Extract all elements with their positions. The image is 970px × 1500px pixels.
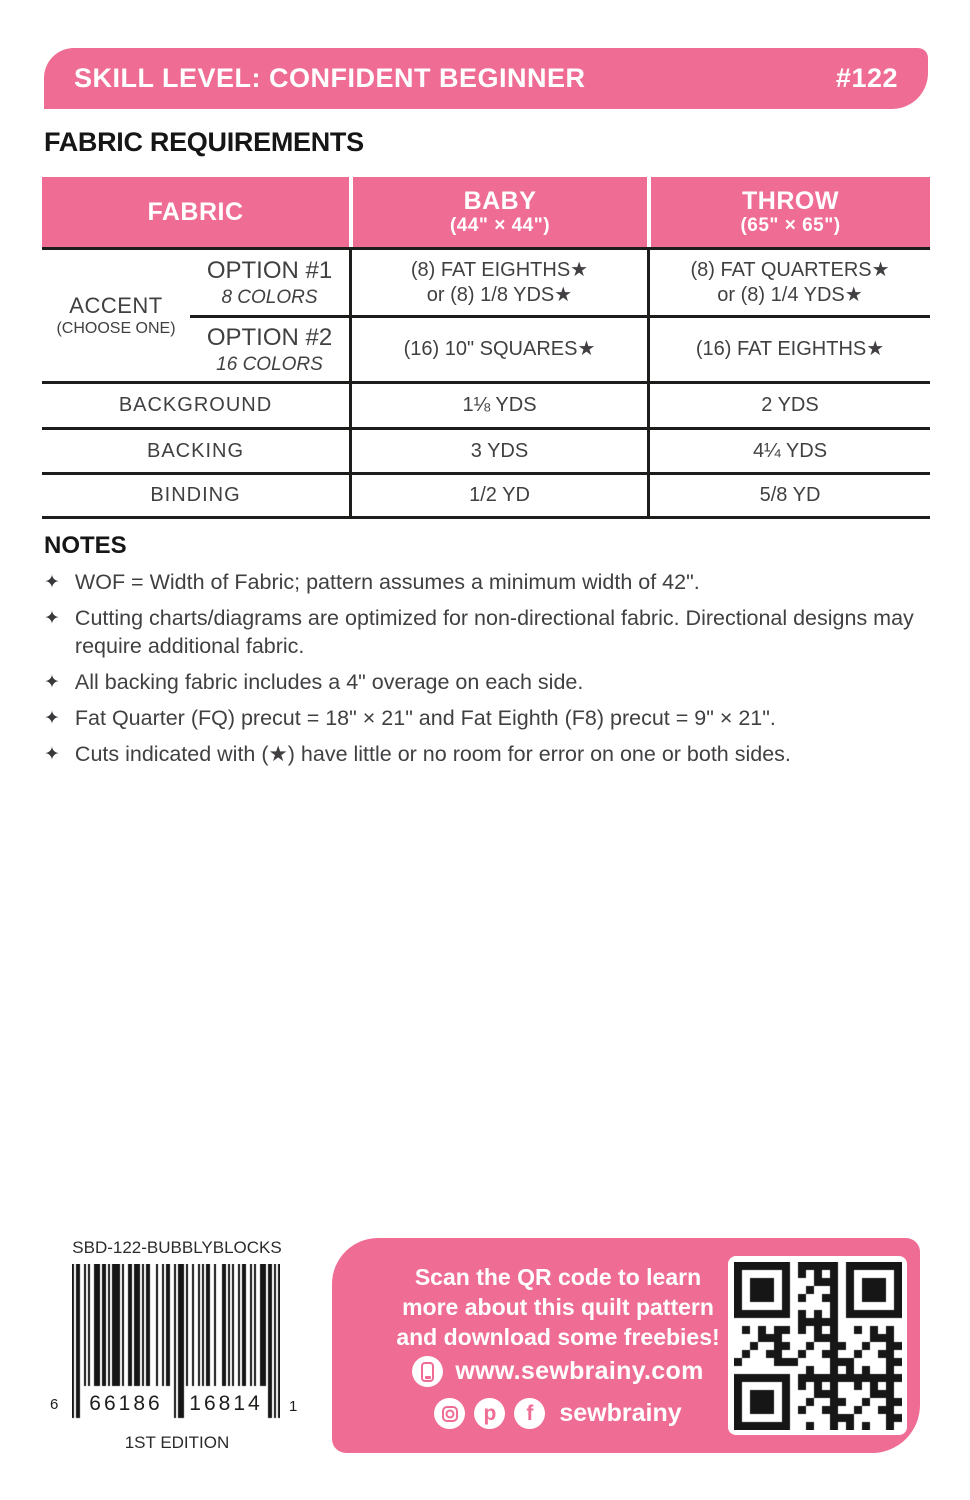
binding-baby-cell: 1/2 YD [349,475,647,519]
facebook-icon[interactable]: f [514,1398,545,1429]
skill-level-label: SKILL LEVEL: CONFIDENT BEGINNER [74,63,586,93]
backing-baby-cell: 3 YDS [349,430,647,475]
website-url[interactable]: www.sewbrainy.com [455,1357,704,1385]
social-handle: sewbrainy [559,1399,682,1427]
qr-code-image [734,1262,902,1430]
promo-box [332,1238,920,1453]
star-bullet-icon: ✦ [44,707,60,729]
option1-label-cell: OPTION #1 8 COLORS [190,250,349,318]
barcode-right-digit: 1 [289,1398,298,1415]
baby-size: (44" × 44") [449,215,551,237]
binding-throw-cell: 5/8 YD [647,475,930,519]
note-item: ✦ Fat Quarter (FQ) precut = 18" × 21" and Fat Eighth (F8) precut = 9" × 21". [44,705,936,733]
sku-label: SBD-122-BUBBLYBLOCKS [72,1238,282,1257]
instagram-icon[interactable] [434,1398,465,1429]
barcode-digits-group1: 66186 [89,1392,163,1415]
column-header-throw: THROW (65" × 65") [647,177,930,247]
qr-code [728,1256,907,1435]
backing-throw-cell: 4¼ YDS [647,430,930,475]
star-bullet-icon: ✦ [44,743,60,765]
star-bullet-icon: ✦ [44,572,60,593]
background-throw-cell: 2 YDS [647,384,930,430]
skill-level-bar [44,48,928,109]
social-row [356,1398,760,1429]
pattern-number: #122 [835,63,898,93]
fabric-requirements-table [42,177,930,519]
upc-barcode [72,1264,280,1422]
note-item: ✦ Cuts indicated with (★) have little or no room for error on one or both sides. [44,741,936,769]
website-row [356,1356,760,1387]
barcode-left-digit: 6 [50,1396,59,1413]
option1-throw-cell: (8) FAT QUARTERS★ or (8) 1/4 YDS★ [647,250,930,318]
throw-size: (65" × 65") [740,215,841,237]
option2-baby-cell: (16) 10" SQUARES★ [349,318,647,384]
star-bullet-icon: ✦ [44,607,60,629]
note-item: ✦ All backing fabric includes a 4" overage on each side. [44,669,936,697]
option2-throw-cell: (16) FAT EIGHTHS★ [647,318,930,384]
column-header-baby: BABY (44" × 44") [349,177,647,247]
backing-label-cell: BACKING [42,430,349,475]
table-body [42,250,930,519]
phone-icon [412,1356,443,1387]
option1-baby-cell: (8) FAT EIGHTHS★ or (8) 1/8 YDS★ [349,250,647,318]
edition-label: 1ST EDITION [124,1433,230,1452]
background-label-cell: BACKGROUND [42,384,349,430]
notes-title: NOTES [44,532,127,559]
column-header-fabric: FABRIC [147,197,244,226]
promo-message: Scan the QR code to learn more about this quilt pattern and download some freebies! [396,1264,720,1350]
binding-label-cell: BINDING [42,475,349,519]
table-header-row [42,177,930,250]
background-baby-cell: 1⅛ YDS [349,384,647,430]
accent-label-cell: ACCENT (CHOOSE ONE) [42,250,190,384]
barcode-digits-group2: 16814 [189,1392,263,1415]
option2-label-cell: OPTION #2 16 COLORS [190,318,349,384]
note-item: ✦ Cutting charts/diagrams are optimized for non-directional fabric. Directional designs may require additional fabric. [44,605,936,661]
pinterest-icon[interactable]: p [474,1398,505,1429]
note-item: ✦ WOF = Width of Fabric; pattern assumes a minimum width of 42". [44,569,936,597]
notes-section [44,532,936,777]
star-bullet-icon: ✦ [44,671,60,693]
page-title: FABRIC REQUIREMENTS [44,127,364,157]
